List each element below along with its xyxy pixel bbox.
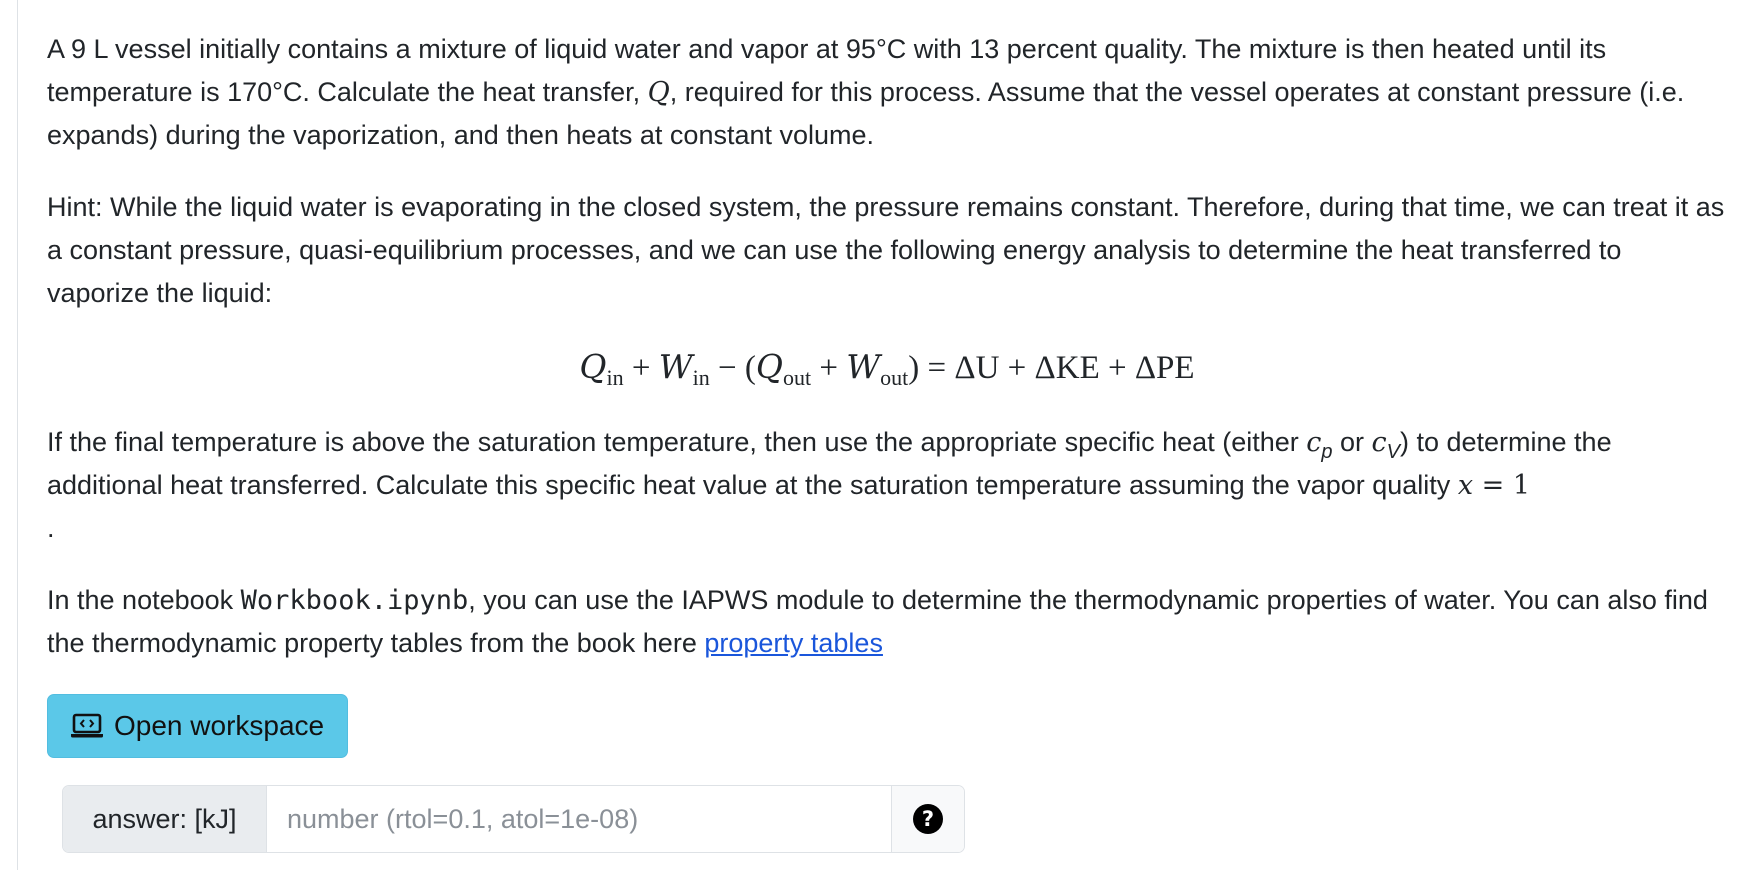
answer-label: answer: [kJ] [63,786,267,852]
left-border-rule [17,0,18,870]
energy-balance-equation: $Q_{in} + W_{in} - (Q_{out} + W_{out}) = \Delta U + \Delta KE + \Delta PE$ [579,347,1195,390]
hint-text: Hint: While the liquid water is evaporating in the closed system, the pressure remains constant. Therefore, during that time, we can treat it as a constant pressure, quasi-equilibrium processes, and we can use the following energy analysis to determine the heat transferred to vaporize the liquid: [47,192,1725,308]
answer-help-button[interactable] [892,786,964,852]
open-workspace-button[interactable] [47,694,348,758]
property-tables-link[interactable]: property tables [704,628,883,658]
question-circle-icon: ? [913,804,943,834]
specific-heat-instructions: If the final temperature is above the saturation temperature, then use the appropriate specific heat (either $c_p$ or $c_V$) to determine the additional heat transferred. Calculate this specific heat value at the saturation temperature assuming the vapor quality x = 1 . [47,427,1612,543]
open-workspace-label: Open workspace [114,710,325,741]
answer-input[interactable] [267,786,892,852]
problem-statement: A 9 L vessel initially contains a mixture of liquid water and vapor at 95°C with 13 percent quality. The mixture is then heated until its temperature is 170°C. Calculate the heat transfer, Q, required for this process. Assume that the vessel operates at constant pressure (i.e. expands) during the vaporization, and then heats at constant volume. [47,34,1685,150]
question-body [47,28,1727,758]
notebook-instructions: In the notebook Workbook.ipynb, you can use the IAPWS module to determine the thermodynamic properties of water. You can also find the thermodynamic property tables from the book here property tables [47,585,1708,658]
laptop-code-icon [70,713,104,739]
notebook-filename: Workbook.ipynb [240,585,469,616]
answer-input-group [62,785,965,853]
